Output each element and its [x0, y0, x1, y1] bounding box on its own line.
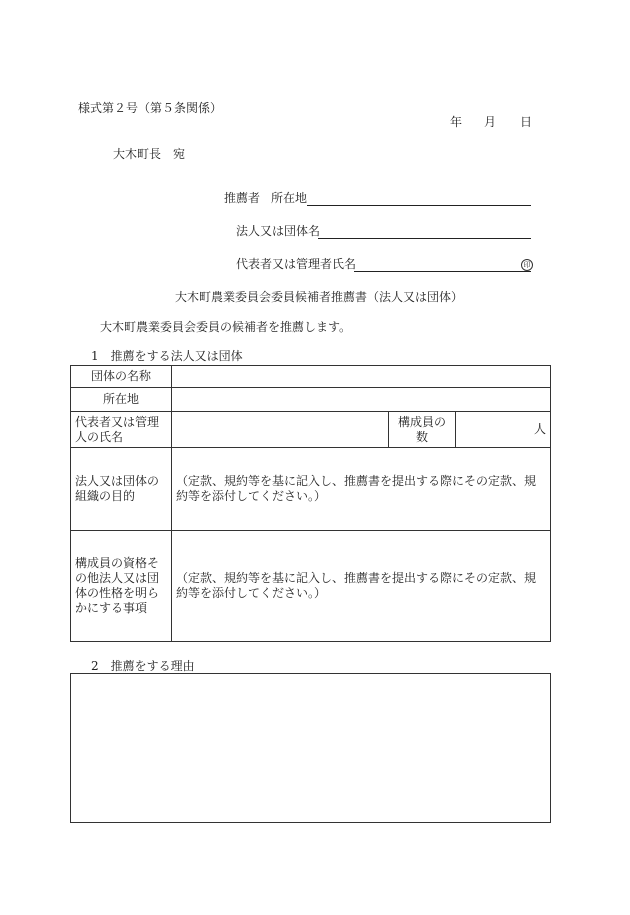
org-name-field[interactable]	[172, 366, 551, 388]
date-day-label: 日	[520, 115, 533, 129]
recommender-address-label: 所在地	[271, 191, 308, 205]
reason-field[interactable]	[70, 673, 551, 823]
representative-label: 代表者又は管理人の氏名	[71, 412, 172, 448]
member-count-label: 構成員の数	[389, 412, 456, 448]
section1-heading: 1 推薦をする法人又は団体	[91, 349, 243, 363]
purpose-label: 法人又は団体の組織の目的	[71, 448, 172, 531]
qualification-note: （定款、規約等を基に記入し、推薦書を提出する際にその定款、規約等を添付してください。）	[176, 571, 537, 600]
form-number: 様式第２号（第５条関係）	[78, 101, 223, 115]
document-title: 大木町農業委員会委員候補者推薦書（法人又は団体）	[175, 290, 464, 304]
date-year-label: 年	[450, 115, 463, 129]
recommender-representative-label: 代表者又は管理者氏名	[236, 257, 357, 271]
recommender-address-line[interactable]	[307, 205, 531, 206]
member-count-unit: 人	[533, 422, 546, 436]
org-address-field[interactable]	[172, 388, 551, 412]
recommender-heading: 推薦者	[224, 191, 261, 205]
member-count-field[interactable]	[456, 412, 551, 448]
org-address-label: 所在地	[71, 388, 172, 412]
recommender-org-name-line[interactable]	[318, 238, 531, 239]
qualification-field[interactable]	[172, 531, 551, 642]
date-month-label: 月	[484, 115, 497, 129]
representative-field[interactable]	[172, 412, 389, 448]
section2-heading: 2 推薦をする理由	[91, 659, 195, 673]
intro-text: 大木町農業委員会委員の候補者を推薦します。	[100, 320, 352, 334]
seal-mark: 印	[521, 259, 533, 271]
organization-table	[70, 365, 551, 642]
recommender-representative-line[interactable]	[354, 271, 531, 272]
addressee: 大木町長 宛	[113, 147, 186, 161]
purpose-note: （定款、規約等を基に記入し、推薦書を提出する際にその定款、規約等を添付してください。）	[176, 474, 537, 503]
purpose-field[interactable]	[172, 448, 551, 531]
qualification-label: 構成員の資格その他法人又は団体の性格を明らかにする事項	[71, 531, 172, 642]
org-name-label: 団体の名称	[71, 366, 172, 388]
recommender-org-name-label: 法人又は団体名	[236, 224, 321, 238]
